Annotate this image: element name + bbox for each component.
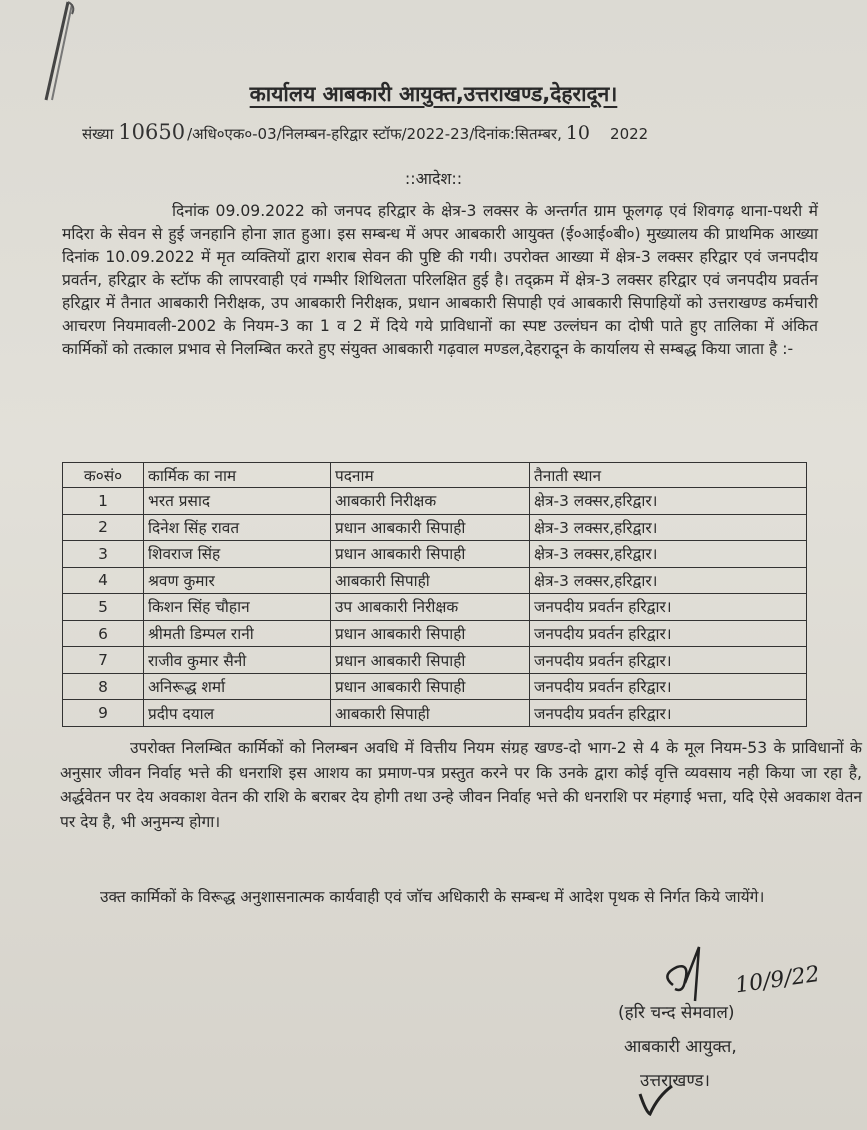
cell-sno: 1	[63, 488, 144, 515]
signatory-state: उत्तराखण्ड।	[640, 1071, 710, 1091]
header-posting: तैनाती स्थान	[530, 463, 807, 488]
signature-date: 10/9/22	[733, 961, 822, 999]
cell-posting: जनपदीय प्रवर्तन हरिद्वार।	[530, 700, 807, 727]
cell-posting: क्षेत्र-3 लक्सर,हरिद्वार।	[530, 488, 807, 515]
cell-designation: प्रधान आबकारी सिपाही	[331, 620, 530, 647]
cell-name: शिवराज सिंह	[144, 541, 331, 568]
header-name: कार्मिक का नाम	[144, 463, 331, 488]
cell-posting: जनपदीय प्रवर्तन हरिद्वार।	[530, 647, 807, 674]
reference-prefix: संख्या	[82, 125, 114, 143]
signatory-designation: आबकारी आयुक्त,	[624, 1037, 737, 1057]
cell-designation: प्रधान आबकारी सिपाही	[331, 647, 530, 674]
cell-name: भरत प्रसाद	[144, 488, 331, 515]
cell-sno: 5	[63, 594, 144, 621]
cell-posting: क्षेत्र-3 लक्सर,हरिद्वार।	[530, 514, 807, 541]
reference-number: 10650	[118, 120, 186, 144]
cell-designation: प्रधान आबकारी सिपाही	[331, 514, 530, 541]
cell-sno: 3	[63, 541, 144, 568]
table-row	[63, 488, 807, 515]
cell-sno: 2	[63, 514, 144, 541]
table-row	[63, 647, 807, 674]
table-row	[63, 700, 807, 727]
paragraph-3: उक्त कार्मिकों के विरूद्ध अनुशासनात्मक कार्यवाही एवं जॉच अधिकारी के सम्बन्ध में आदेश पृथक से निर्गत किये जायेंगे।	[100, 888, 765, 906]
cell-name: दिनेश सिंह रावत	[144, 514, 331, 541]
cell-sno: 4	[63, 567, 144, 594]
tick-mark-icon	[636, 1082, 676, 1118]
paragraph-2: उपरोक्त निलम्बित कार्मिकों को निलम्बन अवधि में वित्तीय नियम संग्रह खण्ड-दो भाग-2 से 4 के मूल नियम-53 के प्राविधानों के अनुसार जीवन निर्वाह भत्ते की धनराशि इस आशय का प्रमाण-पत्र प्रस्तुत करने पर कि उनके द्वारा कोई वृत्ति व्यवसाय नही किया जा रहा है, अर्द्धवेतन पर देय अवकाश वेतन की राशि के बराबर देय होगी तथा उन्हे जीवन निर्वाह भत्ते की धनराशि पर मंहगाई भत्ता, यदि ऐसे अवकाश वेतन पर देय है, भी अनुमन्य होगा।	[60, 739, 862, 831]
cell-designation: आबकारी सिपाही	[331, 700, 530, 727]
cell-designation: प्रधान आबकारी सिपाही	[331, 541, 530, 568]
cell-sno: 9	[63, 700, 144, 727]
cell-designation: प्रधान आबकारी सिपाही	[331, 673, 530, 700]
cell-posting: जनपदीय प्रवर्तन हरिद्वार।	[530, 620, 807, 647]
cell-name: प्रदीप दयाल	[144, 700, 331, 727]
cell-designation: आबकारी निरीक्षक	[331, 488, 530, 515]
cell-name: श्रवण कुमार	[144, 567, 331, 594]
cell-designation: उप आबकारी निरीक्षक	[331, 594, 530, 621]
cell-sno: 8	[63, 673, 144, 700]
table-row	[63, 594, 807, 621]
cell-name: राजीव कुमार सैनी	[144, 647, 331, 674]
table-row	[63, 567, 807, 594]
header-designation: पदनाम	[331, 463, 530, 488]
table-row	[63, 541, 807, 568]
cell-sno: 7	[63, 647, 144, 674]
table-row	[63, 514, 807, 541]
signatory-name: (हरि चन्द सेमवाल)	[618, 1003, 735, 1023]
reference-day: 10	[565, 122, 591, 144]
office-title: कार्यालय आबकारी आयुक्त,उत्तराखण्ड,देहरादून।	[249, 82, 618, 106]
reference-year: 2022	[610, 125, 649, 143]
table-row	[63, 620, 807, 647]
reference-line	[82, 120, 648, 144]
header-sno: क०सं०	[63, 463, 144, 488]
table-header-row	[63, 463, 807, 488]
cell-name: किशन सिंह चौहान	[144, 594, 331, 621]
cell-sno: 6	[63, 620, 144, 647]
order-heading: ::आदेश::	[404, 169, 463, 188]
cell-designation: आबकारी सिपाही	[331, 567, 530, 594]
cell-posting: क्षेत्र-3 लक्सर,हरिद्वार।	[530, 541, 807, 568]
table-row	[63, 673, 807, 700]
cell-name: श्रीमती डिम्पल रानी	[144, 620, 331, 647]
cell-posting: जनपदीय प्रवर्तन हरिद्वार।	[530, 673, 807, 700]
cell-name: अनिरूद्ध शर्मा	[144, 673, 331, 700]
reference-body: /अधि०एक०-03/निलम्बन-हरिद्वार स्टॉफ/2022-23/दिनांक:सितम्बर,	[187, 125, 562, 143]
paragraph-1: दिनांक 09.09.2022 को जनपद हरिद्वार के क्षेत्र-3 लक्सर के अन्तर्गत ग्राम फूलगढ़ एवं शिवगढ़ थाना-पथरी में मदिरा के सेवन से हुई जनहानि होना ज्ञात हुआ। इस सम्बन्ध में अपर आबकारी आयुक्त (ई०आई०बी०) मुख्यालय की प्राथमिक आख्या दिनांक 10.09.2022 में मृत व्यक्तियों द्वारा शराब सेवन की पुष्टि की गयी। उपरोक्त आख्या में क्षेत्र-3 लक्सर हरिद्वार एवं जनपदीय प्रवर्तन, हरिद्वार के स्टॉफ की लापरवाही एवं गम्भीर शिथिलता परिलक्षित हुई है। तद्क्रम में क्षेत्र-3 लक्सर हरिद्वार एवं जनपदीय प्रवर्तन हरिद्वार में तैनात आबकारी निरीक्षक, उप आबकारी निरीक्षक, प्रधान आबकारी सिपाही एवं आबकारी सिपाहियों को उत्तराखण्ड कर्मचारी आचरण नियमावली-2002 के नियम-3 का 1 व 2 में दिये गये प्राविधानों का स्पष्ट उल्लंघन का दोषी पाते हुए तालिका में अंकित कार्मिकों को तत्काल प्रभाव से निलम्बित करते हुए संयुक्त आबकारी गढ़वाल मण्डल,देहरादून के कार्यालय से सम्बद्ध किया जाता है :-	[62, 202, 818, 358]
suspended-staff-table	[62, 462, 807, 727]
cell-posting: जनपदीय प्रवर्तन हरिद्वार।	[530, 594, 807, 621]
cell-posting: क्षेत्र-3 लक्सर,हरिद्वार।	[530, 567, 807, 594]
